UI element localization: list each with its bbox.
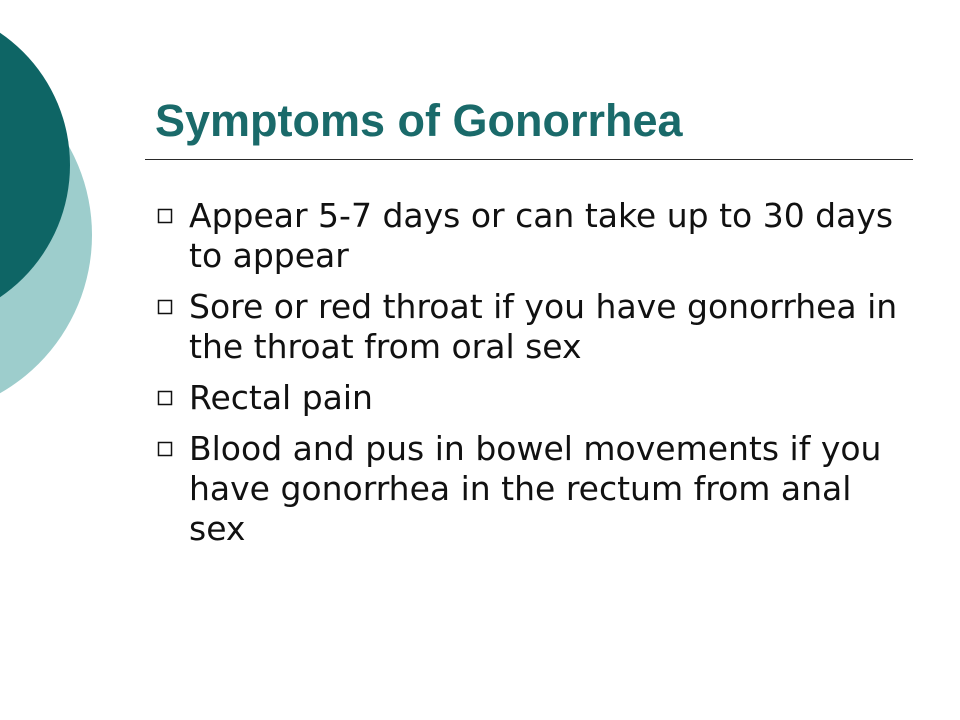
title-divider bbox=[145, 159, 913, 160]
hollow-square-bullet-icon bbox=[157, 208, 175, 226]
bullet-item bbox=[150, 287, 910, 367]
bullet-list bbox=[150, 196, 910, 560]
bullet-item bbox=[150, 196, 910, 276]
bullet-text: Blood and pus in bowel movements if you have gonorrhea in the rectum from anal sex bbox=[189, 429, 882, 548]
hollow-square-bullet-icon bbox=[157, 441, 175, 459]
bullet-text: Appear 5-7 days or can take up to 30 days to appear bbox=[189, 196, 894, 275]
bullet-item bbox=[150, 378, 910, 418]
bullet-item bbox=[150, 429, 910, 549]
hollow-square-bullet-icon bbox=[157, 390, 175, 408]
slide-title: Symptoms of Gonorrhea bbox=[155, 95, 683, 146]
bullet-text: Sore or red throat if you have gonorrhea in the throat from oral sex bbox=[189, 287, 898, 366]
hollow-square-bullet-icon bbox=[157, 299, 175, 317]
bullet-text: Rectal pain bbox=[189, 378, 373, 417]
